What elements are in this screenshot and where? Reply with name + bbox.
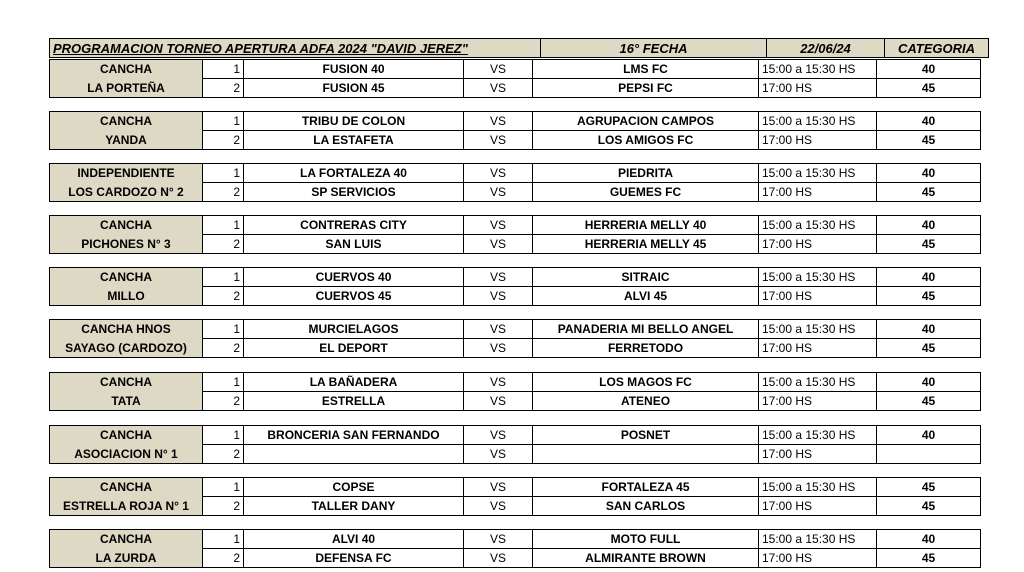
- schedule-header: [49, 38, 989, 58]
- venue-group: [49, 163, 981, 202]
- versus-label: VS: [463, 111, 533, 131]
- match-number: 2: [202, 182, 244, 202]
- match-time: 17:00 HS: [758, 78, 877, 98]
- match-time: 15:00 a 15:30 HS: [758, 319, 877, 339]
- venue-cell: [49, 163, 203, 202]
- match-row: [203, 267, 981, 287]
- match-time: 15:00 a 15:30 HS: [758, 59, 877, 79]
- away-team: LMS FC: [532, 59, 759, 79]
- match-number: 1: [202, 529, 244, 549]
- match-category: 40: [876, 59, 981, 79]
- match-time: 17:00 HS: [758, 286, 877, 306]
- match-number: 2: [202, 78, 244, 98]
- match-row: [203, 182, 981, 202]
- match-row: [203, 215, 981, 235]
- venue-group: [49, 477, 981, 516]
- match-number: 1: [202, 372, 244, 392]
- versus-label: VS: [463, 163, 533, 183]
- versus-label: VS: [463, 215, 533, 235]
- home-team: [243, 444, 464, 464]
- venue-name-line: LOS CARDOZO N° 2: [68, 184, 184, 199]
- match-time: 15:00 a 15:30 HS: [758, 477, 877, 497]
- venue-name-line: CANCHA: [100, 270, 152, 285]
- match-row: [203, 444, 981, 464]
- home-team: TRIBU DE COLON: [243, 111, 464, 131]
- venue-name-line: INDEPENDIENTE: [77, 166, 175, 181]
- match-row: [203, 319, 981, 339]
- match-category: 40: [876, 267, 981, 287]
- venue-cell: [49, 59, 203, 98]
- versus-label: VS: [463, 59, 533, 79]
- venue-group: [49, 59, 981, 98]
- venue-name-line: CANCHA: [100, 114, 152, 129]
- match-row: [203, 59, 981, 79]
- venue-cell: [49, 425, 203, 464]
- match-number: 1: [202, 59, 244, 79]
- versus-label: VS: [463, 78, 533, 98]
- match-category: 45: [876, 130, 981, 150]
- away-team: ATENEO: [532, 391, 759, 411]
- away-team: GUEMES FC: [532, 182, 759, 202]
- home-team: LA ESTAFETA: [243, 130, 464, 150]
- match-category: 40: [876, 529, 981, 549]
- away-team: PIEDRITA: [532, 163, 759, 183]
- venue-cell: [49, 529, 203, 568]
- match-number: 1: [202, 319, 244, 339]
- venue-cell: [49, 111, 203, 150]
- match-row: [203, 425, 981, 445]
- match-number: 1: [202, 215, 244, 235]
- home-team: BRONCERIA SAN FERNANDO: [243, 425, 464, 445]
- match-number: 2: [202, 548, 244, 568]
- home-team: MURCIELAGOS: [243, 319, 464, 339]
- versus-label: VS: [463, 548, 533, 568]
- away-team: [532, 444, 759, 464]
- venue-cell: [49, 372, 203, 411]
- match-number: 2: [202, 444, 244, 464]
- match-row: [203, 496, 981, 516]
- venue-name-line: CANCHA: [100, 532, 152, 547]
- venue-group: [49, 372, 981, 411]
- match-time: 15:00 a 15:30 HS: [758, 529, 877, 549]
- versus-label: VS: [463, 477, 533, 497]
- match-number: 1: [202, 477, 244, 497]
- versus-label: VS: [463, 319, 533, 339]
- match-category: 45: [876, 391, 981, 411]
- home-team: ESTRELLA: [243, 391, 464, 411]
- venue-name-line: PICHONES N° 3: [81, 236, 171, 251]
- away-team: POSNET: [532, 425, 759, 445]
- away-team: SAN CARLOS: [532, 496, 759, 516]
- match-category: 45: [876, 78, 981, 98]
- away-team: PEPSI FC: [532, 78, 759, 98]
- match-category: 40: [876, 372, 981, 392]
- match-time: 17:00 HS: [758, 444, 877, 464]
- home-team: CUERVOS 40: [243, 267, 464, 287]
- home-team: TALLER DANY: [243, 496, 464, 516]
- home-team: EL DEPORT: [243, 338, 464, 358]
- venue-name-line: CANCHA: [100, 218, 152, 233]
- match-row: [203, 477, 981, 497]
- venue-name-line: CANCHA: [100, 62, 152, 77]
- away-team: HERRERIA MELLY 40: [532, 215, 759, 235]
- venue-group: [49, 319, 981, 358]
- match-category: 45: [876, 496, 981, 516]
- match-row: [203, 391, 981, 411]
- versus-label: VS: [463, 372, 533, 392]
- away-team: MOTO FULL: [532, 529, 759, 549]
- home-team: FUSION 40: [243, 59, 464, 79]
- match-row: [203, 372, 981, 392]
- away-team: FERRETODO: [532, 338, 759, 358]
- match-row: [203, 234, 981, 254]
- match-number: 1: [202, 163, 244, 183]
- match-number: 2: [202, 286, 244, 306]
- match-number: 2: [202, 234, 244, 254]
- versus-label: VS: [463, 338, 533, 358]
- home-team: COPSE: [243, 477, 464, 497]
- away-team: ALMIRANTE BROWN: [532, 548, 759, 568]
- match-row: [203, 338, 981, 358]
- match-time: 17:00 HS: [758, 548, 877, 568]
- match-number: 2: [202, 338, 244, 358]
- match-row: [203, 286, 981, 306]
- venue-group: [49, 529, 981, 568]
- versus-label: VS: [463, 234, 533, 254]
- match-time: 17:00 HS: [758, 182, 877, 202]
- match-category: 40: [876, 111, 981, 131]
- match-category: 40: [876, 425, 981, 445]
- venue-cell: [49, 215, 203, 254]
- venue-cell: [49, 319, 203, 358]
- match-row: [203, 78, 981, 98]
- away-team: HERRERIA MELLY 45: [532, 234, 759, 254]
- venue-group: [49, 215, 981, 254]
- home-team: CUERVOS 45: [243, 286, 464, 306]
- home-team: FUSION 45: [243, 78, 464, 98]
- venue-cell: [49, 267, 203, 306]
- match-category: 45: [876, 338, 981, 358]
- home-team: LA BAÑADERA: [243, 372, 464, 392]
- match-time: 15:00 a 15:30 HS: [758, 267, 877, 287]
- match-category: 40: [876, 163, 981, 183]
- home-team: SAN LUIS: [243, 234, 464, 254]
- match-number: 2: [202, 130, 244, 150]
- home-team: ALVI 40: [243, 529, 464, 549]
- match-row: [203, 111, 981, 131]
- versus-label: VS: [463, 130, 533, 150]
- match-number: 1: [202, 425, 244, 445]
- match-number: 1: [202, 267, 244, 287]
- venue-name-line: YANDA: [105, 132, 147, 147]
- venue-name-line: CANCHA HNOS: [81, 322, 171, 337]
- venue-name-line: TATA: [111, 393, 141, 408]
- match-date: 22/06/24: [766, 38, 885, 58]
- match-time: 15:00 a 15:30 HS: [758, 215, 877, 235]
- venue-name-line: ESTRELLA ROJA N° 1: [63, 498, 189, 513]
- match-category: 40: [876, 319, 981, 339]
- away-team: LOS MAGOS FC: [532, 372, 759, 392]
- match-time: 17:00 HS: [758, 234, 877, 254]
- match-time: 17:00 HS: [758, 338, 877, 358]
- match-category: 45: [876, 477, 981, 497]
- venue-cell: [49, 477, 203, 516]
- match-time: 17:00 HS: [758, 391, 877, 411]
- match-number: 2: [202, 391, 244, 411]
- versus-label: VS: [463, 444, 533, 464]
- versus-label: VS: [463, 391, 533, 411]
- venue-name-line: CANCHA: [100, 480, 152, 495]
- match-number: 1: [202, 111, 244, 131]
- round-label: 16° FECHA: [540, 38, 767, 58]
- match-time: 15:00 a 15:30 HS: [758, 163, 877, 183]
- match-category: 40: [876, 215, 981, 235]
- venue-group: [49, 425, 981, 464]
- away-team: AGRUPACION CAMPOS: [532, 111, 759, 131]
- category-header: CATEGORIA: [884, 38, 989, 58]
- venue-name-line: CANCHA: [100, 428, 152, 443]
- match-time: 15:00 a 15:30 HS: [758, 425, 877, 445]
- venue-group: [49, 111, 981, 150]
- away-team: FORTALEZA 45: [532, 477, 759, 497]
- home-team: LA FORTALEZA 40: [243, 163, 464, 183]
- versus-label: VS: [463, 286, 533, 306]
- venue-name-line: SAYAGO (CARDOZO): [65, 340, 187, 355]
- venue-name-line: ASOCIACION N° 1: [74, 446, 178, 461]
- match-category: 45: [876, 234, 981, 254]
- venue-name-line: LA PORTEÑA: [87, 80, 165, 95]
- match-category: 45: [876, 182, 981, 202]
- match-number: 2: [202, 496, 244, 516]
- home-team: CONTRERAS CITY: [243, 215, 464, 235]
- match-time: 15:00 a 15:30 HS: [758, 372, 877, 392]
- venue-group: [49, 267, 981, 306]
- match-time: 17:00 HS: [758, 496, 877, 516]
- versus-label: VS: [463, 529, 533, 549]
- match-time: 15:00 a 15:30 HS: [758, 111, 877, 131]
- tournament-title: PROGRAMACION TORNEO APERTURA ADFA 2024 "DAVID JEREZ": [49, 38, 541, 58]
- match-category: [876, 444, 981, 464]
- match-row: [203, 163, 981, 183]
- match-time: 17:00 HS: [758, 130, 877, 150]
- venue-name-line: MILLO: [107, 288, 145, 303]
- away-team: PANADERIA MI BELLO ANGEL: [532, 319, 759, 339]
- match-row: [203, 529, 981, 549]
- versus-label: VS: [463, 496, 533, 516]
- match-row: [203, 130, 981, 150]
- venue-name-line: LA ZURDA: [95, 550, 157, 565]
- home-team: DEFENSA FC: [243, 548, 464, 568]
- venue-name-line: CANCHA: [100, 375, 152, 390]
- away-team: SITRAIC: [532, 267, 759, 287]
- away-team: LOS AMIGOS FC: [532, 130, 759, 150]
- versus-label: VS: [463, 425, 533, 445]
- home-team: SP SERVICIOS: [243, 182, 464, 202]
- versus-label: VS: [463, 267, 533, 287]
- match-category: 45: [876, 286, 981, 306]
- match-category: 45: [876, 548, 981, 568]
- away-team: ALVI 45: [532, 286, 759, 306]
- match-row: [203, 548, 981, 568]
- versus-label: VS: [463, 182, 533, 202]
